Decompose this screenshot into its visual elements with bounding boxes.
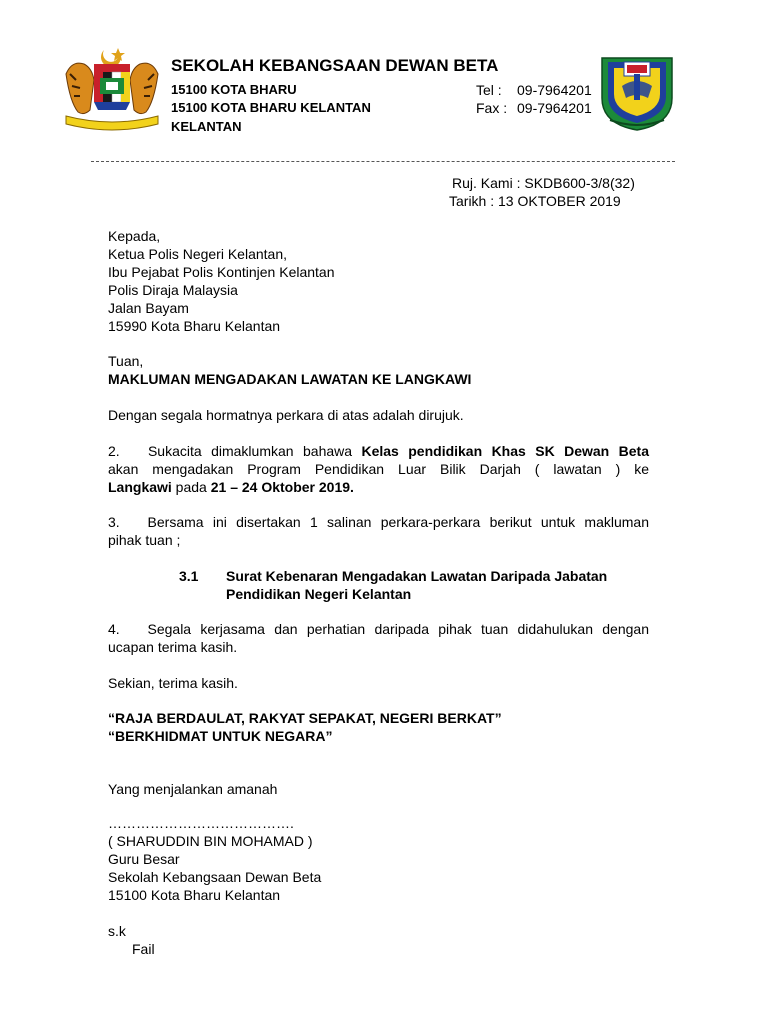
salutation: Tuan, bbox=[108, 353, 144, 369]
paragraph-2-destination: Langkawi bbox=[108, 479, 172, 495]
paragraph-2-dates: 21 – 24 Oktober 2019. bbox=[210, 479, 354, 495]
fax-label: Fax : bbox=[476, 100, 508, 116]
recipient-kepada: Kepada, bbox=[108, 228, 161, 244]
paragraph-1: Dengan segala hormatnya perkara di atas adalah dirujuk. bbox=[108, 407, 464, 423]
school-address-line1: 15100 KOTA BHARU bbox=[171, 82, 297, 97]
signatory-title: Guru Besar bbox=[108, 851, 180, 867]
tel-value: 09-7964201 bbox=[517, 82, 592, 98]
paragraph-2-number: 2. bbox=[108, 443, 120, 459]
paragraph-3-number: 3. bbox=[108, 514, 120, 530]
recipient-line1: Ketua Polis Negeri Kelantan, bbox=[108, 246, 287, 262]
paragraph-3-line1 bbox=[108, 513, 649, 531]
recipient-line4: Jalan Bayam bbox=[108, 300, 189, 316]
motto-national: “BERKHIDMAT UNTUK NEGARA” bbox=[108, 728, 333, 744]
signatory-organization: Sekolah Kebangsaan Dewan Beta bbox=[108, 869, 322, 885]
reference-number: Ruj. Kami : SKDB600-3/8(32) bbox=[452, 175, 635, 191]
cc-label: s.k bbox=[108, 923, 126, 939]
signature-dots: …………………………………. bbox=[108, 815, 294, 831]
paragraph-3-line2: pihak tuan ; bbox=[108, 532, 181, 548]
signoff-intro: Yang menjalankan amanah bbox=[108, 781, 278, 797]
motto-state: “RAJA BERDAULAT, RAKYAT SEPAKAT, NEGERI BERKAT” bbox=[108, 710, 502, 726]
fax-value: 09-7964201 bbox=[517, 100, 592, 116]
signatory-name: ( SHARUDDIN BIN MOHAMAD ) bbox=[108, 833, 313, 849]
recipient-line2: Ibu Pejabat Polis Kontinjen Kelantan bbox=[108, 264, 335, 280]
paragraph-2-class-name: Kelas pendidikan Khas SK Dewan Beta bbox=[361, 443, 650, 459]
paragraph-2-line1 bbox=[108, 442, 649, 460]
paragraph-4-line2: ucapan terima kasih. bbox=[108, 639, 238, 655]
school-crest-icon bbox=[598, 52, 676, 132]
paragraph-4-number: 4. bbox=[108, 621, 120, 637]
header-divider bbox=[91, 161, 675, 162]
cc-item: Fail bbox=[132, 941, 155, 957]
closing-text: Sekian, terima kasih. bbox=[108, 675, 238, 691]
item-3-1-line1: Surat Kebenaran Mengadakan Lawatan Daripada Jabatan bbox=[226, 568, 608, 584]
paragraph-2-text-a: Sukacita dimaklumkan bahawa bbox=[147, 443, 362, 459]
paragraph-2-line3 bbox=[108, 478, 354, 496]
paragraph-4-text: Segala kerjasama dan perhatian daripada pihak tuan didahulukan dengan bbox=[147, 621, 649, 637]
item-3-1-line2: Pendidikan Negeri Kelantan bbox=[226, 586, 412, 602]
school-address-line3: KELANTAN bbox=[171, 119, 242, 134]
paragraph-2-line2: akan mengadakan Program Pendidikan Luar Bilik Darjah ( lawatan ) ke bbox=[108, 461, 649, 477]
recipient-line3: Polis Diraja Malaysia bbox=[108, 282, 238, 298]
letter-date: Tarikh : 13 OKTOBER 2019 bbox=[449, 193, 621, 209]
letter-subject: MAKLUMAN MENGADAKAN LAWATAN KE LANGKAWI bbox=[108, 371, 472, 387]
tel-label: Tel : bbox=[476, 82, 502, 98]
paragraph-3-text: Bersama ini disertakan 1 salinan perkara-perkara berikut untuk makluman bbox=[147, 514, 649, 530]
recipient-line5: 15990 Kota Bharu Kelantan bbox=[108, 318, 281, 334]
school-name: SEKOLAH KEBANGSAAN DEWAN BETA bbox=[171, 56, 499, 75]
malaysia-coat-of-arms-icon bbox=[60, 44, 164, 132]
paragraph-4-line1 bbox=[108, 620, 649, 638]
paragraph-2-text-e: pada bbox=[171, 479, 211, 495]
signatory-address: 15100 Kota Bharu Kelantan bbox=[108, 887, 281, 903]
item-3-1-number: 3.1 bbox=[179, 568, 199, 584]
school-address-line2: 15100 KOTA BHARU KELANTAN bbox=[171, 100, 371, 115]
